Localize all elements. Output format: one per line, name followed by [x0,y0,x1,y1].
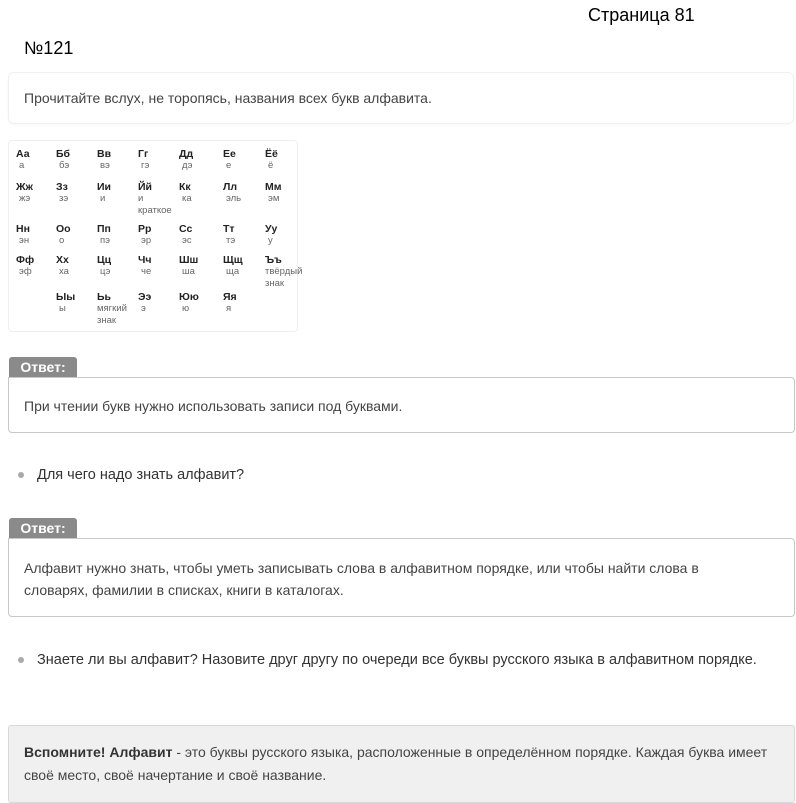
letter-glyph: Ъъ [265,254,282,266]
alphabet-letter [179,254,223,278]
letter-glyph: Уу [265,223,278,235]
letter-name: ё [268,160,274,171]
letter-name: твёрдый [265,266,303,277]
answer-box [8,377,795,433]
remember-body: - это буквы русского языка, расположенные в определённом порядке. Каждая буква имеет своё место, своё начертание и своё название. [24,744,768,783]
letter-glyph: Щщ [223,254,243,266]
alphabet-letter [265,181,309,205]
letter-glyph: Ьь [97,291,112,303]
letter-name: и [138,193,144,204]
alphabet-letter [56,148,100,172]
letter-name: дэ [182,160,193,171]
alphabet-letter [97,223,141,247]
letter-glyph: Кк [179,181,191,193]
letter-name: зэ [59,193,69,204]
bullet-icon [18,472,24,478]
letter-name: пэ [100,235,110,246]
letter-name: вэ [100,160,110,171]
alphabet-letter [16,148,60,172]
letter-glyph: Лл [223,181,238,193]
letter-glyph: Хх [56,254,69,266]
letter-glyph: Ээ [138,291,152,303]
letter-name: а [19,160,25,171]
letter-name: гэ [141,160,150,171]
alphabet-letter [56,254,100,278]
alphabet-letter [16,181,60,205]
question-item [18,648,788,672]
alphabet-letter [56,291,100,315]
remember-title: Вспомните! Алфавит [24,744,173,760]
letter-glyph: Цц [97,254,112,266]
remember-box [8,725,795,803]
alphabet-letter [223,291,267,315]
letter-name: ка [182,193,192,204]
letter-glyph: Ыы [56,291,76,303]
letter-glyph: Рр [138,223,152,235]
letter-glyph: Вв [97,148,112,160]
letter-name: краткое [138,204,172,216]
letter-name: тэ [226,235,236,246]
answer-box [8,538,795,617]
letter-glyph: Пп [97,223,111,235]
alphabet-letter [223,181,267,205]
answer-text: Алфавит нужно знать, чтобы уметь записывать слова в алфавитном порядке, или чтобы найти слова в словарях, фамилии в списках, книги в каталогах. [24,560,699,598]
alphabet-letter [265,223,309,247]
alphabet-letter [56,181,100,205]
question-text: Для чего надо знать алфавит? [37,467,245,483]
alphabet-letter [138,254,182,278]
letter-glyph: Тт [223,223,235,235]
letter-glyph: Гг [138,148,149,160]
alphabet-letter [97,291,141,326]
letter-glyph: Дд [179,148,194,160]
letter-name: я [226,303,232,314]
alphabet-letter [223,254,267,278]
alphabet-letter [179,223,223,247]
letter-glyph: Ёё [265,148,278,160]
letter-glyph: Юю [179,291,199,303]
letter-name: ща [226,266,240,277]
alphabet-letter [179,148,223,172]
letter-glyph: Шш [179,254,199,266]
alphabet-letter [179,181,223,205]
task-text: Прочитайте вслух, не торопясь, названия всех букв алфавита. [24,90,432,106]
letter-name: е [226,160,232,171]
letter-name: цэ [100,266,111,277]
alphabet-letter [97,181,141,205]
alphabet-letter [16,223,60,247]
answer-text: При чтении букв нужно использовать записи под буквами. [24,398,403,414]
letter-name: ю [182,303,190,314]
question-item [18,463,244,487]
letter-glyph: Мм [265,181,282,193]
letter-name: бэ [59,160,70,171]
letter-name: эн [19,235,30,246]
letter-name: ха [59,266,69,277]
alphabet-letter [138,223,182,247]
letter-name: эль [226,193,242,204]
bullet-icon [18,657,24,663]
letter-name: жэ [19,193,31,204]
letter-name: ша [182,266,195,277]
letter-glyph: Ии [97,181,112,193]
letter-glyph: Оо [56,223,71,235]
remember-text [24,741,774,787]
letter-name: эф [19,266,32,277]
page-number: Страница 81 [588,5,695,25]
letter-glyph: Нн [16,223,30,235]
letter-name: у [268,235,273,246]
answer-label: Ответ: [9,357,77,377]
letter-glyph: Сс [179,223,193,235]
alphabet-letter [265,148,309,172]
letter-glyph: Чч [138,254,152,266]
alphabet-letter [265,254,309,289]
letter-name: знак [97,314,117,326]
letter-name: знак [265,277,285,289]
alphabet-letter [179,291,223,315]
letter-name: мягкий [97,303,127,314]
letter-name: эр [141,235,152,246]
letter-name: э [141,303,146,314]
letter-name: и [100,193,106,204]
alphabet-letter [16,254,60,278]
letter-glyph: Йй [138,181,153,193]
letter-glyph: Жж [16,181,33,193]
alphabet-letter [138,181,182,216]
question-text: Знаете ли вы алфавит? Назовите друг другу по очереди все буквы русского языка в алфавитном порядке. [37,652,757,668]
alphabet-letter [56,223,100,247]
letter-glyph: Аа [16,148,30,160]
letter-glyph: Ее [223,148,236,160]
letter-glyph: Бб [56,148,71,160]
letter-name: эс [182,235,192,246]
alphabet-letter [223,148,267,172]
alphabet-letter [223,223,267,247]
task-box [8,72,794,124]
letter-name: че [141,266,152,277]
letter-name: эм [268,193,280,204]
letter-glyph: Фф [16,254,35,266]
alphabet-table [8,140,303,332]
letter-glyph: Зз [56,181,68,193]
answer-label: Ответ: [9,518,77,538]
alphabet-letter [138,148,182,172]
alphabet-letter [97,254,141,278]
exercise-number: №121 [24,38,74,58]
letter-name: ы [59,303,66,314]
alphabet-letter [138,291,182,315]
letter-name: о [59,235,65,246]
letter-glyph: Яя [223,291,237,303]
alphabet-letter [97,148,141,172]
